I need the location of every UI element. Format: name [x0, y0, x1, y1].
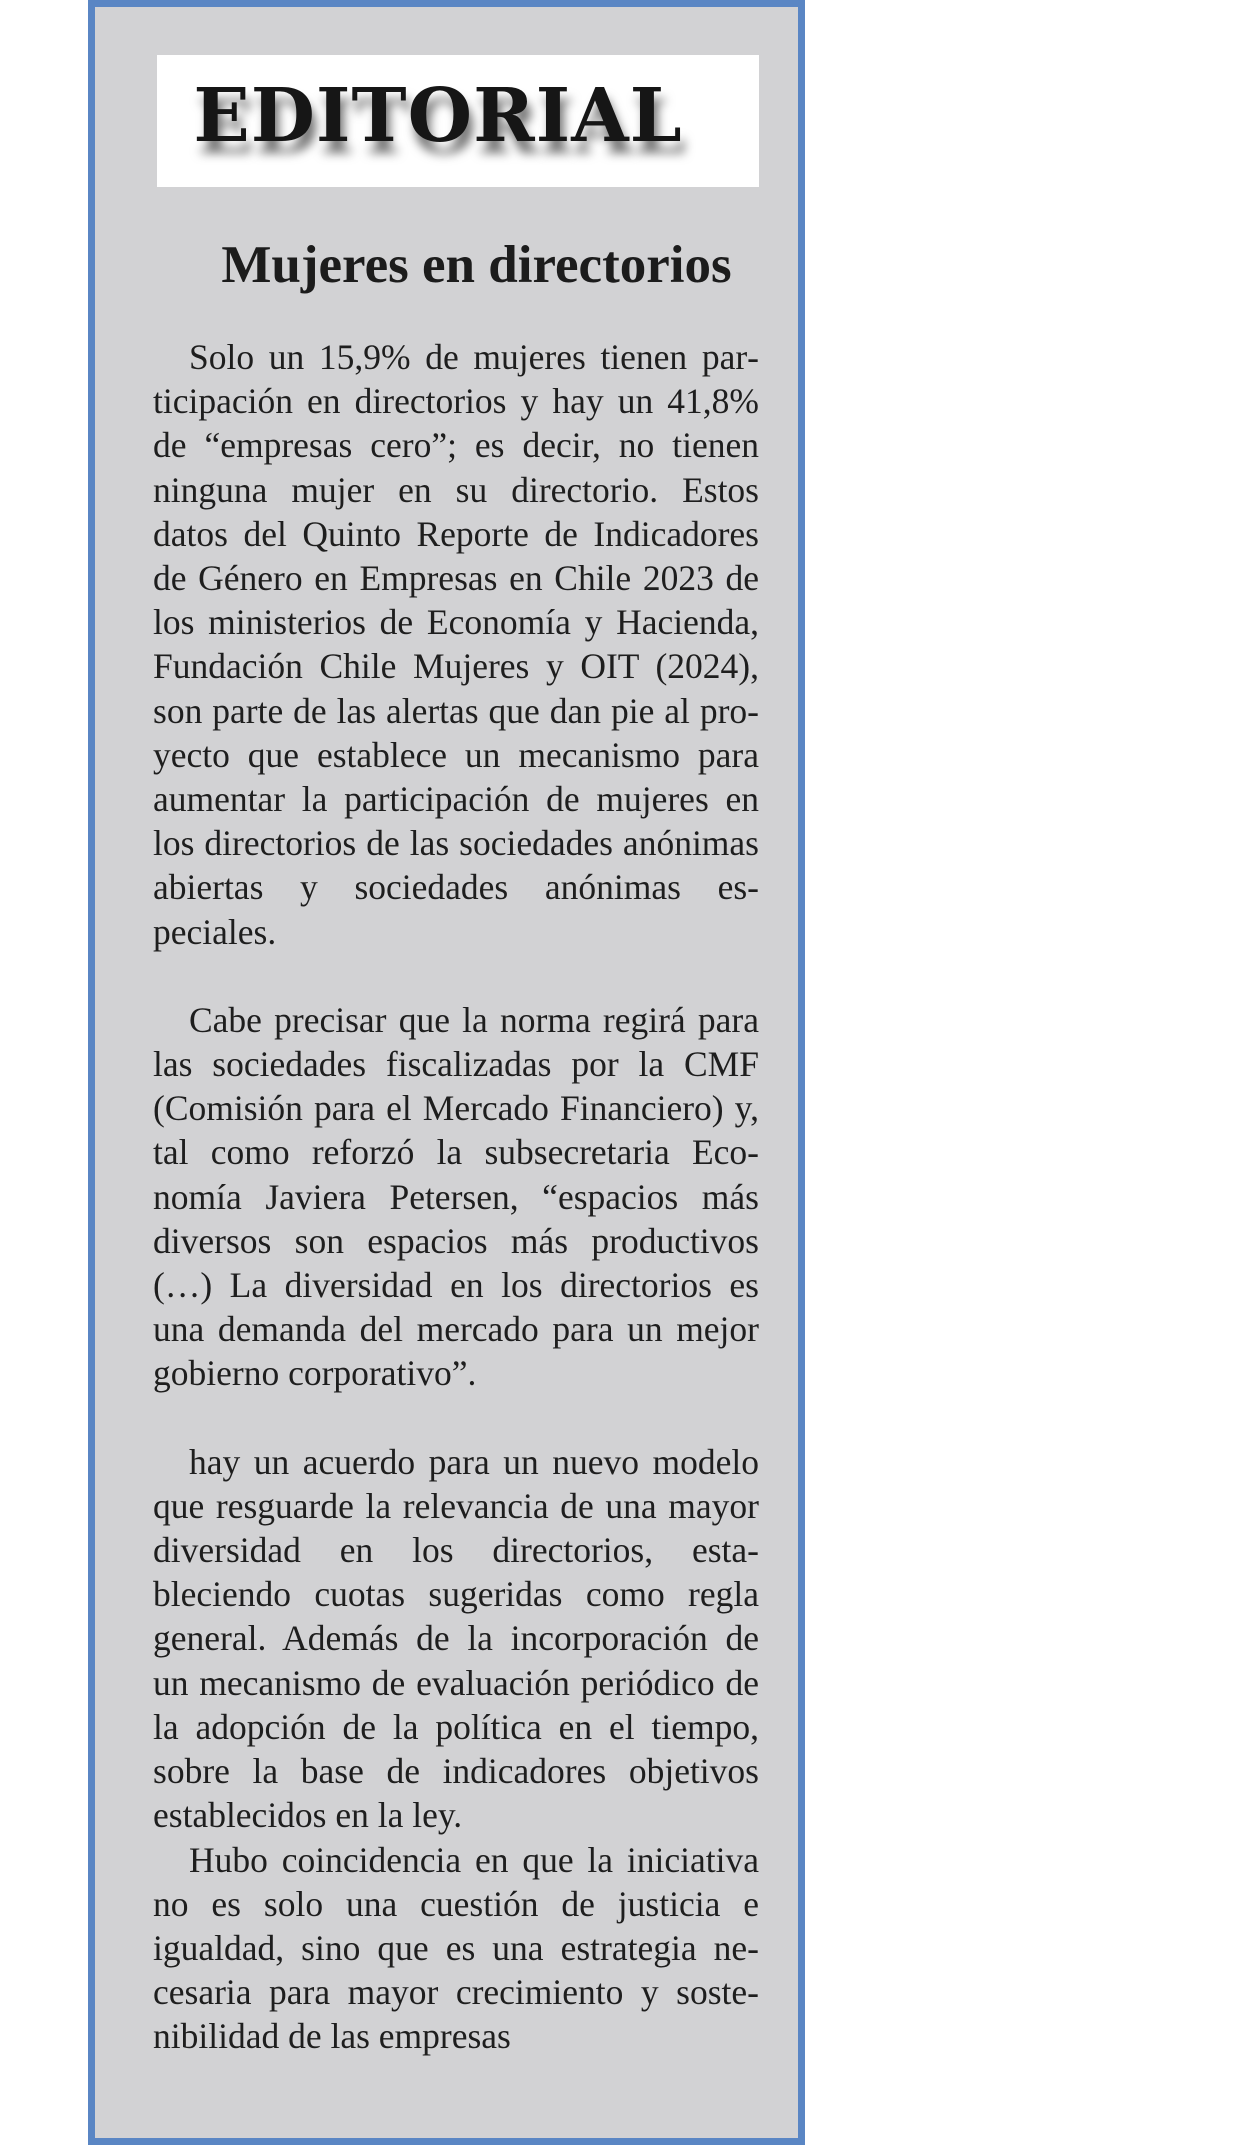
article-paragraph-2: Cabe precisar que la norma regirá para las sociedades fiscalizadas por la CMF (Comisión para el Mercado Financiero) y, tal como reforzó la subsecretaria Economía Javiera Petersen, “espacios más diversos son espacios más productivos (…) La diversidad en los directorios es una demanda del mercado para un mejor gobierno corporativo”. [153, 999, 759, 1394]
article-paragraph-3: hay un acuerdo para un nuevo modelo que resguarde la relevancia de una mayor diversidad en los directorios, estableciendo cuotas sugeridas como regla general. Además de la incorporación de un mecanismo de evaluación periódico de la adopción de la política en el tiempo, sobre la base de indicadores objetivos establecidos en la ley. [153, 1441, 759, 1836]
editorial-masthead [157, 55, 759, 187]
masthead-title: EDITORIAL [193, 73, 683, 159]
article-paragraph-4: Hubo coincidencia en que la iniciativa no es solo una cuestión de justicia e igualdad, sino que es una estrategia necesaria para mayor crecimiento y sostenibilidad de las empresas [153, 1839, 759, 2057]
article-paragraph-1: Solo un 15,9% de mujeres tienen participación en directorios y hay un 41,8% de “empresas cero”; es decir, no tienen ninguna mujer en su directorio. Estos datos del Quinto Reporte de Indicadores de Género en Empresas en Chile 2023 de los ministerios de Economía y Hacienda, Fundación Chile Mujeres y OIT (2024), son parte de las alertas que dan pie al proyecto que establece un mecanismo para aumentar la participación de mujeres en los directorios de las sociedades anónimas abiertas y sociedades anónimas especiales. [153, 337, 759, 952]
article-headline: Mujeres en directorios [221, 236, 732, 294]
article-body [153, 335, 759, 2059]
editorial-panel [88, 0, 805, 2145]
